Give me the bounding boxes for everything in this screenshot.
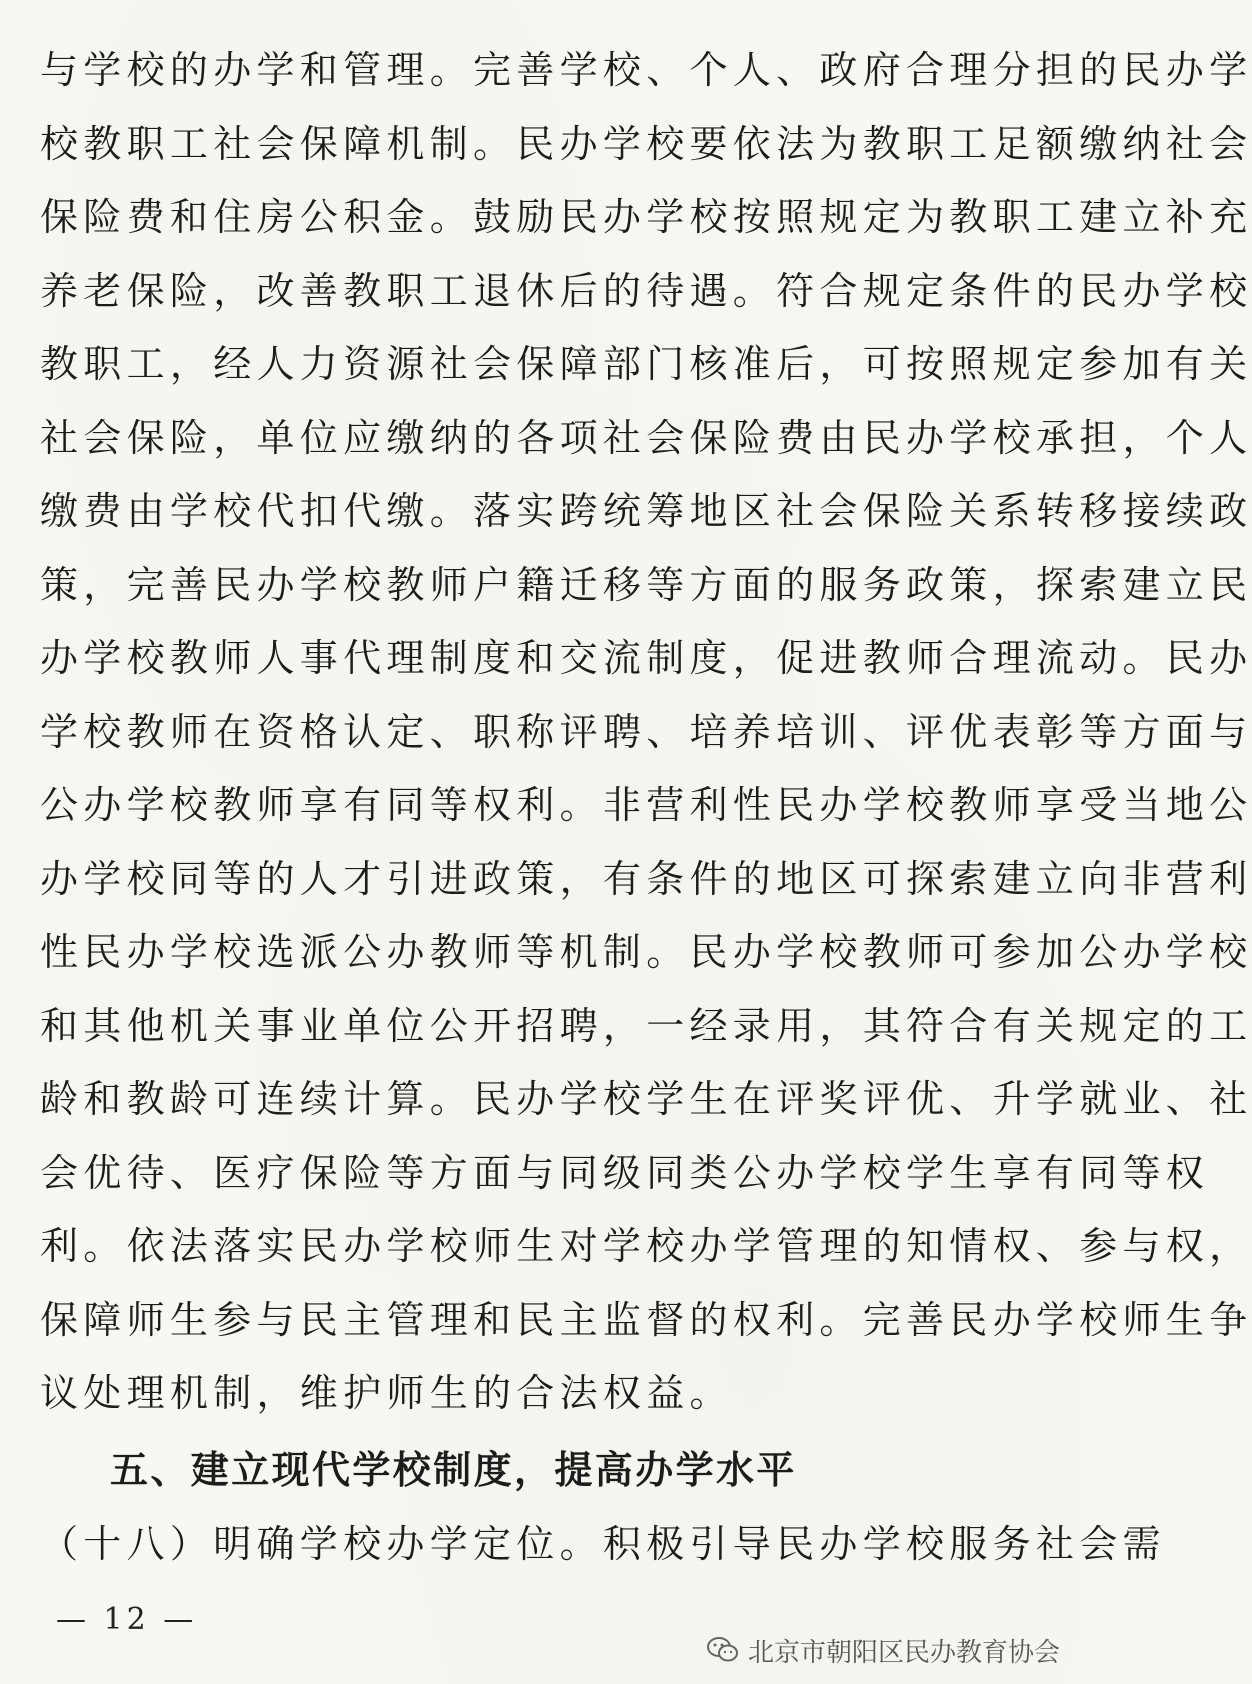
text-line: 校教职工社会保障机制。民办学校要依法为教职工足额缴纳社会 <box>40 121 1252 166</box>
section-heading: 五、建立现代学校制度，提高办学水平 <box>110 1448 797 1492</box>
text-line: 养老保险，改善教职工退休后的待遇。符合规定条件的民办学校 <box>40 268 1252 313</box>
text-line: 性民办学校选派公办教师等机制。民办学校教师可参加公办学校 <box>40 930 1252 974</box>
wechat-icon <box>706 1635 740 1665</box>
text-line: 学校教师在资格认定、职称评聘、培养培训、评优表彰等方面与 <box>40 709 1252 754</box>
text-line: 教职工，经人力资源社会保障部门核准后，可按照规定参加有关 <box>40 342 1252 386</box>
text-line: 龄和教龄可连续计算。民办学校学生在评奖评优、升学就业、社 <box>40 1077 1252 1121</box>
text-line: 保障师生参与民主管理和民主监督的权利。完善民办学校师生争 <box>40 1297 1252 1342</box>
text-line: 和其他机关事业单位公开招聘，一经录用，其符合有关规定的工 <box>40 1003 1252 1048</box>
text-line: 策，完善民办学校教师户籍迁移等方面的服务政策，探索建立民 <box>40 562 1252 607</box>
watermark-text: 北京市朝阳区民办教育协会 <box>747 1637 1060 1668</box>
page-number: — 12 — <box>56 1602 198 1637</box>
text-line: 办学校教师人事代理制度和交流制度，促进教师合理流动。民办 <box>40 636 1252 680</box>
paragraph-start: （十八）明确学校办学定位。积极引导民办学校服务社会需 <box>40 1522 1166 1566</box>
text-line: 议处理机制，维护师生的合法权益。 <box>40 1371 733 1415</box>
body-text <box>40 34 1252 1431</box>
text-line: 保险费和住房公积金。鼓励民办学校按照规定为教职工建立补充 <box>40 195 1252 239</box>
text-line: 社会保险，单位应缴纳的各项社会保险费由民办学校承担，个人 <box>40 415 1252 460</box>
text-line: 利。依法落实民办学校师生对学校办学管理的知情权、参与权， <box>40 1224 1252 1268</box>
text-line: 会优待、医疗保险等方面与同级同类公办学校学生享有同等权 <box>40 1150 1210 1195</box>
text-line: 办学校同等的人才引进政策，有条件的地区可探索建立向非营利 <box>40 856 1252 901</box>
text-line: 与学校的办学和管理。完善学校、个人、政府合理分担的民办学 <box>40 48 1252 92</box>
text-line: 公办学校教师享有同等权利。非营利性民办学校教师享受当地公 <box>40 783 1252 827</box>
watermark <box>706 1630 1060 1670</box>
text-line: 缴费由学校代扣代缴。落实跨统筹地区社会保险关系转移接续政 <box>40 489 1252 533</box>
